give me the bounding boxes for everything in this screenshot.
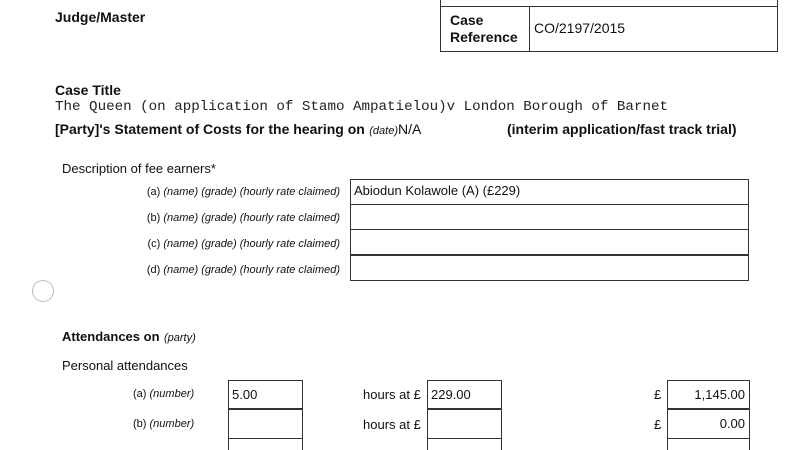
- attendances-heading: [62, 328, 196, 346]
- attendance-rate-a: 229.00: [431, 387, 471, 402]
- attendance-amount-field-a[interactable]: [667, 380, 750, 409]
- fee-earner-label-d: (d) (name) (grade) (hourly rate claimed): [146, 264, 340, 276]
- attendance-rate-field-c[interactable]: [427, 438, 502, 450]
- attendance-amount-field-c[interactable]: [667, 438, 750, 450]
- case-reference-label-line2: Reference: [450, 29, 518, 45]
- attendances-party-hint: (party): [163, 332, 196, 344]
- punch-hole-mark: [32, 280, 54, 302]
- case-reference-field[interactable]: [529, 6, 778, 52]
- attendance-hours-field-a[interactable]: [228, 380, 303, 409]
- fee-earners-section-label: Description of fee earners*: [62, 161, 216, 176]
- attendance-amount-field-b[interactable]: [667, 409, 750, 439]
- hours-at-label-a: hours at £: [363, 387, 421, 402]
- fee-earner-labels: [100, 179, 340, 283]
- fee-earner-field-d[interactable]: [350, 255, 749, 281]
- fee-earner-label-c: (c) (name) (grade) (hourly rate claimed): [147, 238, 340, 250]
- attendance-label-b: (b) (number): [133, 418, 195, 430]
- attendance-rate-field-a[interactable]: [427, 380, 502, 409]
- hours-at-label-b: hours at £: [363, 417, 421, 432]
- attendance-rate-field-b[interactable]: [427, 409, 502, 439]
- fee-earner-field-c[interactable]: [350, 229, 749, 255]
- attendance-hours-field-b[interactable]: [228, 409, 303, 439]
- hearing-type-label: (interim application/fast track trial): [507, 121, 737, 137]
- attendance-label-a: (a) (number): [133, 388, 195, 400]
- fee-earner-field-a[interactable]: [350, 179, 749, 205]
- fee-earner-label-a: (a) (name) (grade) (hourly rate claimed): [146, 186, 340, 198]
- statement-label: [Party]'s Statement of Costs for the hearing on: [55, 121, 365, 137]
- attendance-hours-a: 5.00: [232, 387, 258, 402]
- attendance-amount-a: 1,145.00: [694, 387, 745, 402]
- fee-earner-field-b[interactable]: [350, 204, 749, 230]
- attendance-hours-field-c[interactable]: [228, 438, 303, 450]
- case-title-value: The Queen (on application of Stamo Ampatielou)v London Borough of Barnet: [55, 99, 668, 115]
- case-reference-value: CO/2197/2015: [534, 20, 626, 36]
- fee-earner-value-a: Abiodun Kolawole (A) (£229): [354, 183, 521, 198]
- case-reference-label-line1: Case: [450, 12, 484, 28]
- statement-line: [55, 121, 421, 139]
- case-reference-label-cell: [440, 6, 530, 52]
- currency-symbol-a: £: [654, 387, 662, 402]
- date-label: (date): [369, 125, 399, 137]
- personal-attendances-label: Personal attendances: [62, 358, 188, 373]
- attendance-amount-b: 0.00: [719, 416, 745, 431]
- judge-master-label: Judge/Master: [55, 9, 146, 25]
- case-title-label: Case Title: [55, 82, 121, 98]
- fee-earner-label-b: (b) (name) (grade) (hourly rate claimed): [146, 212, 340, 224]
- currency-symbol-b: £: [654, 417, 662, 432]
- attendances-section-label: Attendances on: [62, 329, 160, 344]
- hearing-date-value: N/A: [398, 121, 422, 137]
